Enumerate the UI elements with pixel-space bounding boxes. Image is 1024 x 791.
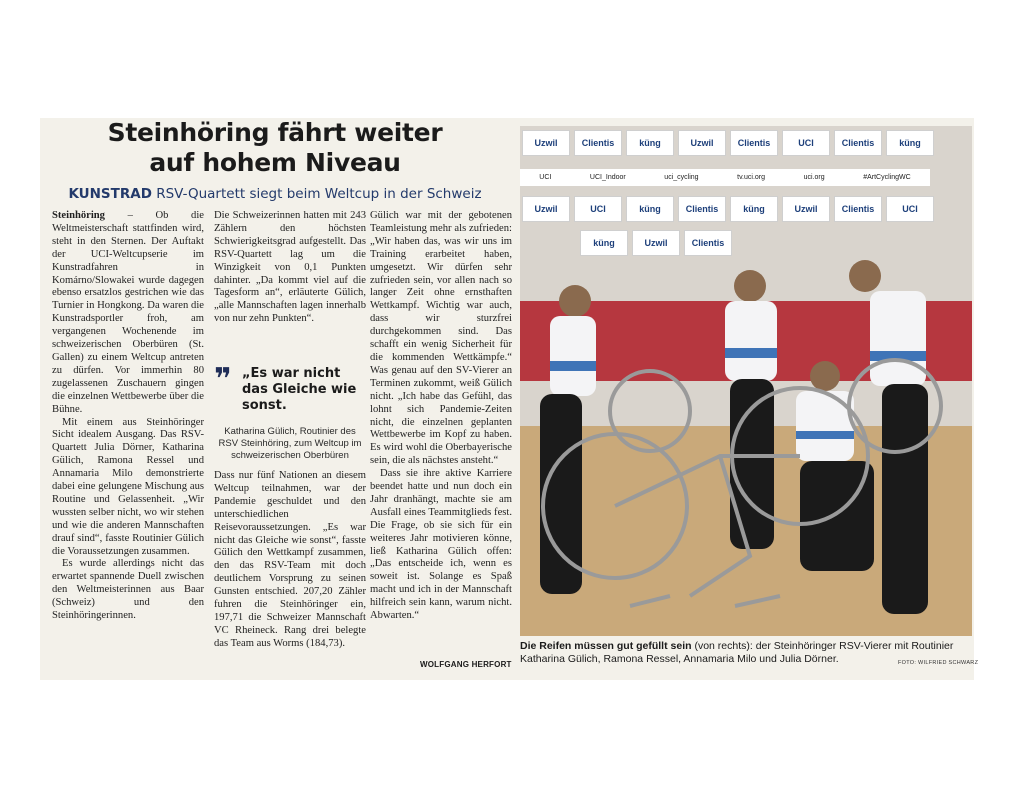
- social-item: UCI: [539, 174, 552, 181]
- social-item: UCI_Indoor: [589, 174, 626, 181]
- sponsor-logo: Clientis: [730, 130, 778, 156]
- sponsor-logo: küng: [886, 130, 934, 156]
- sponsor-logo: Clientis: [834, 130, 882, 156]
- paragraph-text: – Ob die Weltmeisterschaft stattfinden wird, steht in den Sternen. Der Auftakt der UCI-Weltcupserie im Kunstradfahren in Komárno/Slowakei wurde dagegen ebenso ersatzlos gestrichen wie das Turnier in Hongkong. Da waren die Kunstradsportler froh, am vergangenen Wochenende im schweizerischen Oberbüren (St. Gallen) zu einem Weltcup antreten zu dürfen. Vor immerhin 80 zugelassenen Zuschauern gingen die einzelnen Wettbewerbe über die Bühne.: [52, 210, 204, 415]
- paragraph: Die Schweizerinnen hatten mit 243 Zählern den höchsten Schwierigkeitsgrad aufgestellt. Das RSV-Quartett lag um die Winzigkeit von 0,1 Punkten dahinter. „Da kommt viel auf die Tagesform an“, erläuterte Gülich, „alle Mannschaften lagen innerhalb von nur zehn Punkten“.: [214, 210, 366, 325]
- paragraph: Gülich war mit der gebotenen Teamleistung mehr als zufrieden: „Wir haben das, was wir uns im Training erarbeitet haben, umgesetzt. Wir dürfen sehr zufrieden sein, vor allen nach so langer Zeit ohne ernsthaften Wettkampf. Wichtig war auch, dass wir sturzfrei durchgekommen sind. Das schafft ein wenig Sicherheit für die kommenden Wettkämpfe.“ Was genau auf den SV-Vierer an Terminen zukommt, weiß Gülich nicht. „Ich habe das Gefühl, das lohnt sich Pandemie-Zeiten nicht, die einzelnen geplanten Wettbewerbe im Kopf zu haben. Es wird wohl die Oberbayerische sein, die als nächstes ansteht.“: [370, 210, 512, 467]
- subheadline: [40, 186, 510, 202]
- sponsor-logo: küng: [626, 196, 674, 222]
- article-column-2: [214, 210, 366, 326]
- caption-bold: Die Reifen müssen gut gefüllt sein: [520, 640, 692, 652]
- caption-text: (von rechts): der Steinhöringer RSV-Vierer mit Routinier Katharina Gülich, Ramona Ressel, Annamaria Milo und Julia Dörner.: [520, 640, 954, 665]
- headline: [40, 118, 510, 178]
- article-column-2b: [214, 470, 366, 651]
- riders-illustration: [520, 126, 972, 636]
- byline: WOLFGANG HERFORT: [420, 660, 512, 669]
- team-photo: [520, 126, 972, 636]
- paragraph: Es wurde allerdings nicht das erwartet spannende Duell zwischen den Weltmeisterinnen aus Baar (Schweiz) und den Steinhöringerinnen.: [52, 558, 204, 622]
- sponsor-logo: Clientis: [684, 230, 732, 256]
- sponsor-logo: Clientis: [678, 196, 726, 222]
- headline-line-2: auf hohem Niveau: [149, 148, 401, 177]
- social-item: uci.org: [803, 174, 825, 181]
- article-column-3: [370, 210, 512, 623]
- sponsor-logo: Uzwil: [522, 130, 570, 156]
- paragraph: Mit einem aus Steinhöringer Sicht idealem Ausgang. Das RSV-Quartett Julia Dörner, Katharina Gülich, Ramona Ressel und Annamaria Milo demonstrierte dabei eine gelungene Mischung aus Routine und Gelassenheit. „Wir wussten selber nicht, wo wir stehen und wie die anderen Mannschaften drauf sind“, fasste Routinier Gülich die Voraussetzungen zusammen.: [52, 416, 204, 557]
- sponsor-logo: Uzwil: [632, 230, 680, 256]
- sponsor-logo: Uzwil: [678, 130, 726, 156]
- paragraph: Dass nur fünf Nationen an diesem Weltcup teilnahmen, war der Pandemie geschuldet und den unterschiedlichen Reisevoraussetzungen. „Es war nicht das Gleiche wie sonst“, fasste Gülich den Wettkampf zusammen, den das RSV-Team mit doch deutlichem Vorsprung zu seinen Gunsten entschied. 207,20 Zähler fuhren die Steinhöringer ein, 197,71 die Schweizer Mannschaft VC Rheineck. Rang drei belegte das Team aus Worms (184,73).: [214, 470, 366, 649]
- pull-quote-box: [214, 362, 366, 462]
- paragraph: [52, 210, 204, 417]
- pull-quote: „Es war nicht das Gleiche wie sonst.: [242, 366, 357, 413]
- quote-mark-icon: ❞: [214, 362, 232, 397]
- dateline: Steinhöring: [52, 210, 105, 221]
- sponsor-logo: UCI: [782, 130, 830, 156]
- rider-kneeling: [796, 361, 874, 571]
- social-item: uci_cycling: [664, 174, 699, 181]
- paragraph: Dass sie ihre aktive Karriere beendet hatte und nun doch ein Jahr dranhängt, machte sie am Ausfall eines Teammitglieds fest. Die Frage, ob sie sich für ein weiteres Jahr motivieren könne, ließ Katharina Gülich offen: „Das entscheide ich, wenn es soweit ist. Solange es Spaß macht und ich in der Mannschaft hilfreich sein kann, warum nicht. Abwarten.“: [370, 468, 512, 622]
- sponsor-logo: küng: [730, 196, 778, 222]
- sponsor-logo: UCI: [574, 196, 622, 222]
- sponsor-logo: Clientis: [574, 130, 622, 156]
- pull-quote-attribution: Katharina Gülich, Routinier des RSV Steinhöring, zum Weltcup im schweizerischen Oberbüren: [218, 426, 362, 461]
- sponsor-logo: küng: [580, 230, 628, 256]
- sponsor-logo: Clientis: [834, 196, 882, 222]
- sponsor-logo: küng: [626, 130, 674, 156]
- headline-line-1: Steinhöring fährt weiter: [107, 118, 443, 147]
- photo-credit: FOTO: WILFRIED SCHWARZ: [898, 660, 979, 666]
- social-item: tv.uci.org: [737, 174, 766, 181]
- social-item: #ArtCyclingWC: [863, 174, 911, 181]
- sponsor-logo: Uzwil: [522, 196, 570, 222]
- subheadline-text: RSV-Quartett siegt beim Weltcup in der Schweiz: [156, 186, 482, 202]
- sponsor-logo: UCI: [886, 196, 934, 222]
- kicker: KUNSTRAD: [68, 186, 152, 202]
- article-column-1: [52, 210, 204, 623]
- sponsor-logo: Uzwil: [782, 196, 830, 222]
